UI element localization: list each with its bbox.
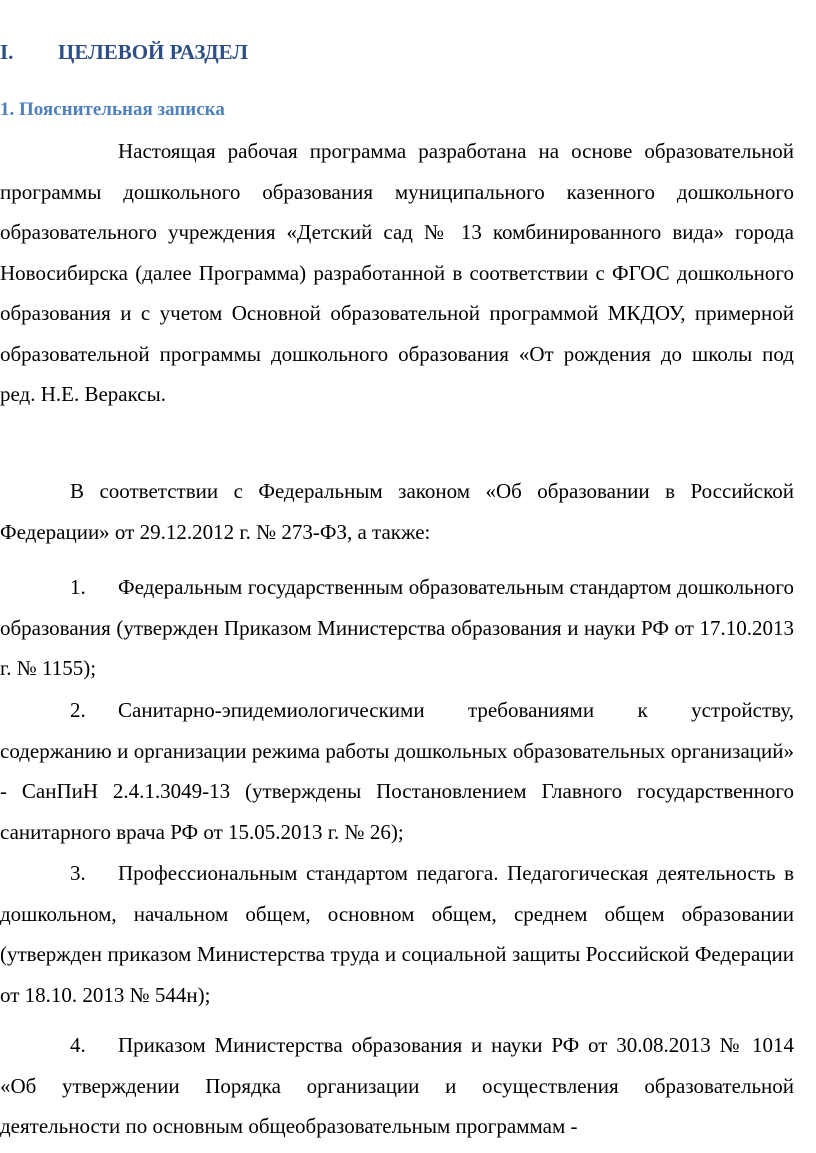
law-paragraph: В соответствии с Федеральным законом «Об образовании в Российской Федерации» от 29.12.2012 г. № 273-ФЗ, а также:	[0, 479, 794, 544]
list-item	[0, 567, 794, 689]
list-item-text: Федеральным государственным образовательным стандартом дошкольного образования (утвержден Приказом Министерства образования и науки РФ от 17.10.2013 г. № 1155);	[0, 575, 794, 680]
list-item-number: 2.	[70, 698, 86, 722]
list-item-number: 3.	[70, 861, 86, 885]
section-number: I.	[0, 40, 14, 64]
list-item-text: Приказом Министерства образования и науки РФ от 30.08.2013 № 1014 «Об утверждении Порядка организации и осуществления образовательной деятельности по основным общеобразовательным программам -	[0, 1033, 794, 1138]
list-item-number: 4.	[70, 1033, 86, 1057]
intro-paragraph: Настоящая рабочая программа разработана на основе образовательной программы дошкольного образования муниципального казенного дошкольного образовательного учреждения «Детский сад № 13 комбинированного вида» города Новосибирска (далее Программа) разработанной в соответствии с ФГОС дошкольного образования и с учетом Основной образовательной программой МКДОУ, примерной образовательной программы дошкольного образования «От рождения до школы под ред. Н.Е. Вераксы.	[0, 139, 794, 406]
list-item-number: 1.	[70, 575, 86, 599]
section-title: ЦЕЛЕВОЙ РАЗДЕЛ	[58, 40, 249, 64]
subsection-heading: 1. Пояснительная записка	[0, 99, 225, 120]
list-item	[0, 690, 794, 852]
list-item	[0, 1025, 794, 1147]
list-item	[0, 853, 794, 1015]
section-heading	[0, 40, 248, 65]
list-item-text: Профессиональным стандартом педагога. Педагогическая деятельность в дошкольном, начальном общем, основном общем, среднем общем образовании (утвержден приказом Министерства труда и социальной защиты Российской Федерации от 18.10. 2013 № 544н);	[0, 861, 794, 1007]
list-item-text: Санитарно-эпидемиологическими требованиями к устройству, содержанию и организации режима работы дошкольных образовательных организаций» - СанПиН 2.4.1.3049-13 (утверждены Постановлением Главного государственного санитарного врача РФ от 15.05.2013 г. № 26);	[0, 698, 794, 844]
